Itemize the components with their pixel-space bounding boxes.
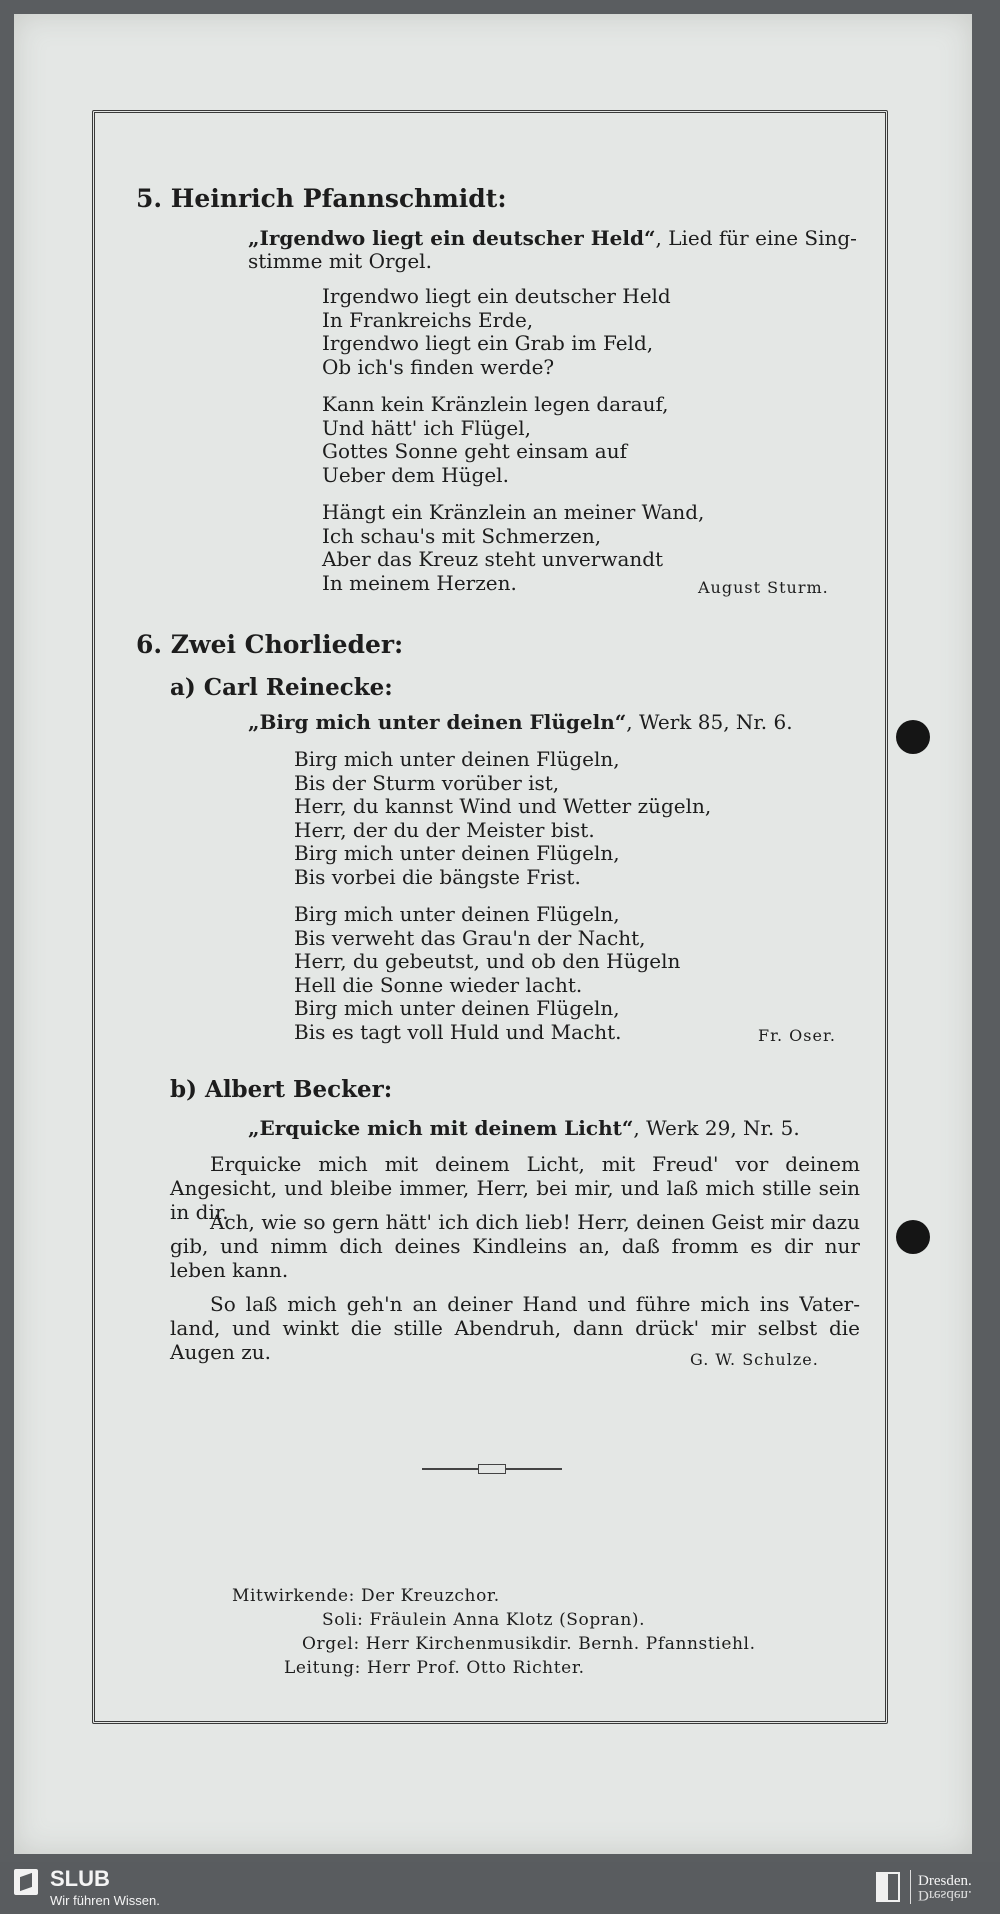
credit-label: Mitwirkende: xyxy=(232,1586,355,1606)
verse-line: Ich schau's mit Schmerzen, xyxy=(322,523,602,548)
credit-line xyxy=(322,1610,645,1630)
verse-line: Birg mich unter deinen Flügeln, xyxy=(294,841,620,865)
verse-line: Hängt ein Kränzlein an meiner Wand, xyxy=(322,500,705,524)
section-5-verse xyxy=(322,285,704,609)
punch-hole xyxy=(896,1220,930,1254)
section-5-heading: 5. Heinrich Pfannschmidt: xyxy=(136,184,507,213)
verse-line: Bis es tagt voll Huld und Macht. xyxy=(294,1019,622,1044)
verse-line: Herr, du kannst Wind und Wetter zügeln, xyxy=(294,794,712,818)
credit-value: Fräulein Anna Klotz (Sopran). xyxy=(369,1610,646,1630)
verse-line: Herr, du gebeutst, und ob den Hügeln xyxy=(294,949,681,973)
lyric-paragraph: So laß mich geh'n an deiner Hand und führe mich ins Vater-land, und winkt die stille Abendruh, dann drück' mir selbst die Augen zu. xyxy=(170,1292,860,1364)
verse-line: Bis vorbei die bängste Frist. xyxy=(294,864,581,889)
verse-line: Irgendwo liegt ein Grab im Feld, xyxy=(322,331,654,355)
song-title: „Erquicke mich mit deinem Licht“ xyxy=(248,1116,634,1140)
song-title-rest: , Werk 29, Nr. 5. xyxy=(633,1116,800,1140)
verse-line: Ueber dem Hügel. xyxy=(322,462,509,487)
dresden-logo-reflection: Dresden. xyxy=(918,1887,972,1903)
dresden-logo-text[interactable] xyxy=(918,1874,972,1902)
lyricist-credit: G. W. Schulze. xyxy=(690,1350,819,1369)
dresden-coat-of-arms-icon[interactable] xyxy=(876,1872,900,1902)
stanza xyxy=(322,285,704,379)
verse-line: Und hätt' ich Flügel, xyxy=(322,415,532,440)
stanza xyxy=(322,393,704,487)
credit-label: Leitung: xyxy=(284,1658,361,1678)
credit-label: Orgel: xyxy=(302,1634,360,1654)
verse-line: Birg mich unter deinen Flügeln, xyxy=(294,902,620,926)
verse-line: Ob ich's finden werde? xyxy=(322,354,555,379)
credit-value: Der Kreuzchor. xyxy=(361,1586,500,1606)
section-6a-verse xyxy=(294,748,711,1058)
credit-value: Herr Kirchenmusikdir. Bernh. Pfannstiehl. xyxy=(365,1634,756,1654)
credit-line xyxy=(232,1586,500,1606)
verse-line: Herr, der du der Meister bist. xyxy=(294,817,595,842)
verse-line: Aber das Kreuz steht unverwandt xyxy=(322,547,664,571)
lyric-paragraph: Erquicke mich mit deinem Licht, mit Freud' vor deinem Angesicht, und bleibe immer, Herr, bei mir, und laß mich stille sein in dir. xyxy=(170,1152,860,1224)
ornamental-divider-box xyxy=(478,1464,506,1474)
verse-line: Hell die Sonne wieder lacht. xyxy=(294,972,583,997)
verse-line: Bis der Sturm vorüber ist, xyxy=(294,770,560,795)
stanza xyxy=(322,501,704,595)
section-5-title xyxy=(248,226,857,250)
stanza xyxy=(294,748,711,889)
song-title-rest: , Lied für eine Sing- xyxy=(655,226,857,250)
song-title-rest: , Werk 85, Nr. 6. xyxy=(626,710,793,734)
credit-line xyxy=(302,1634,756,1654)
verse-line: In Frankreichs Erde, xyxy=(322,307,534,332)
viewer-footer xyxy=(0,1862,1000,1914)
verse-line: Bis verweht das Grau'n der Nacht, xyxy=(294,925,646,950)
lyricist-credit: August Sturm. xyxy=(698,578,829,597)
song-title: „Irgendwo liegt ein deutscher Held“ xyxy=(248,226,656,250)
slub-tagline: Wir führen Wissen. xyxy=(50,1893,160,1908)
stanza xyxy=(294,903,711,1044)
verse-line: Birg mich unter deinen Flügeln, xyxy=(294,996,620,1020)
lyricist-credit: Fr. Oser. xyxy=(758,1026,836,1045)
slub-logo-icon[interactable] xyxy=(14,1869,38,1895)
verse-line: Birg mich unter deinen Flügeln, xyxy=(294,747,620,771)
verse-line: In meinem Herzen. xyxy=(322,570,517,595)
credit-label: Soli: xyxy=(322,1610,364,1630)
punch-hole xyxy=(896,720,930,754)
section-6a-heading: a) Carl Reinecke: xyxy=(170,674,393,701)
credit-line xyxy=(284,1658,585,1678)
slub-name[interactable]: SLUB xyxy=(50,1866,110,1891)
section-5-title-line2: stimme mit Orgel. xyxy=(248,249,432,273)
credit-value: Herr Prof. Otto Richter. xyxy=(366,1658,585,1678)
verse-line: Kann kein Kränzlein legen darauf, xyxy=(322,392,669,416)
verse-line: Irgendwo liegt ein deutscher Held xyxy=(322,284,671,308)
footer-separator xyxy=(910,1870,911,1904)
section-6-heading: 6. Zwei Chorlieder: xyxy=(136,630,404,659)
section-6b-title xyxy=(248,1116,800,1140)
lyric-paragraph: Ach, wie so gern hätt' ich dich lieb! Herr, deinen Geist mir dazu gib, und nimm dich deines Kindleins an, daß fromm es dir nur leben kann. xyxy=(170,1210,860,1282)
dresden-logo-line: Dresden. xyxy=(918,1873,972,1889)
song-title: „Birg mich unter deinen Flügeln“ xyxy=(248,710,627,734)
section-6b-heading: b) Albert Becker: xyxy=(170,1076,393,1103)
verse-line: Gottes Sonne geht einsam auf xyxy=(322,439,627,463)
section-6a-title xyxy=(248,710,793,734)
